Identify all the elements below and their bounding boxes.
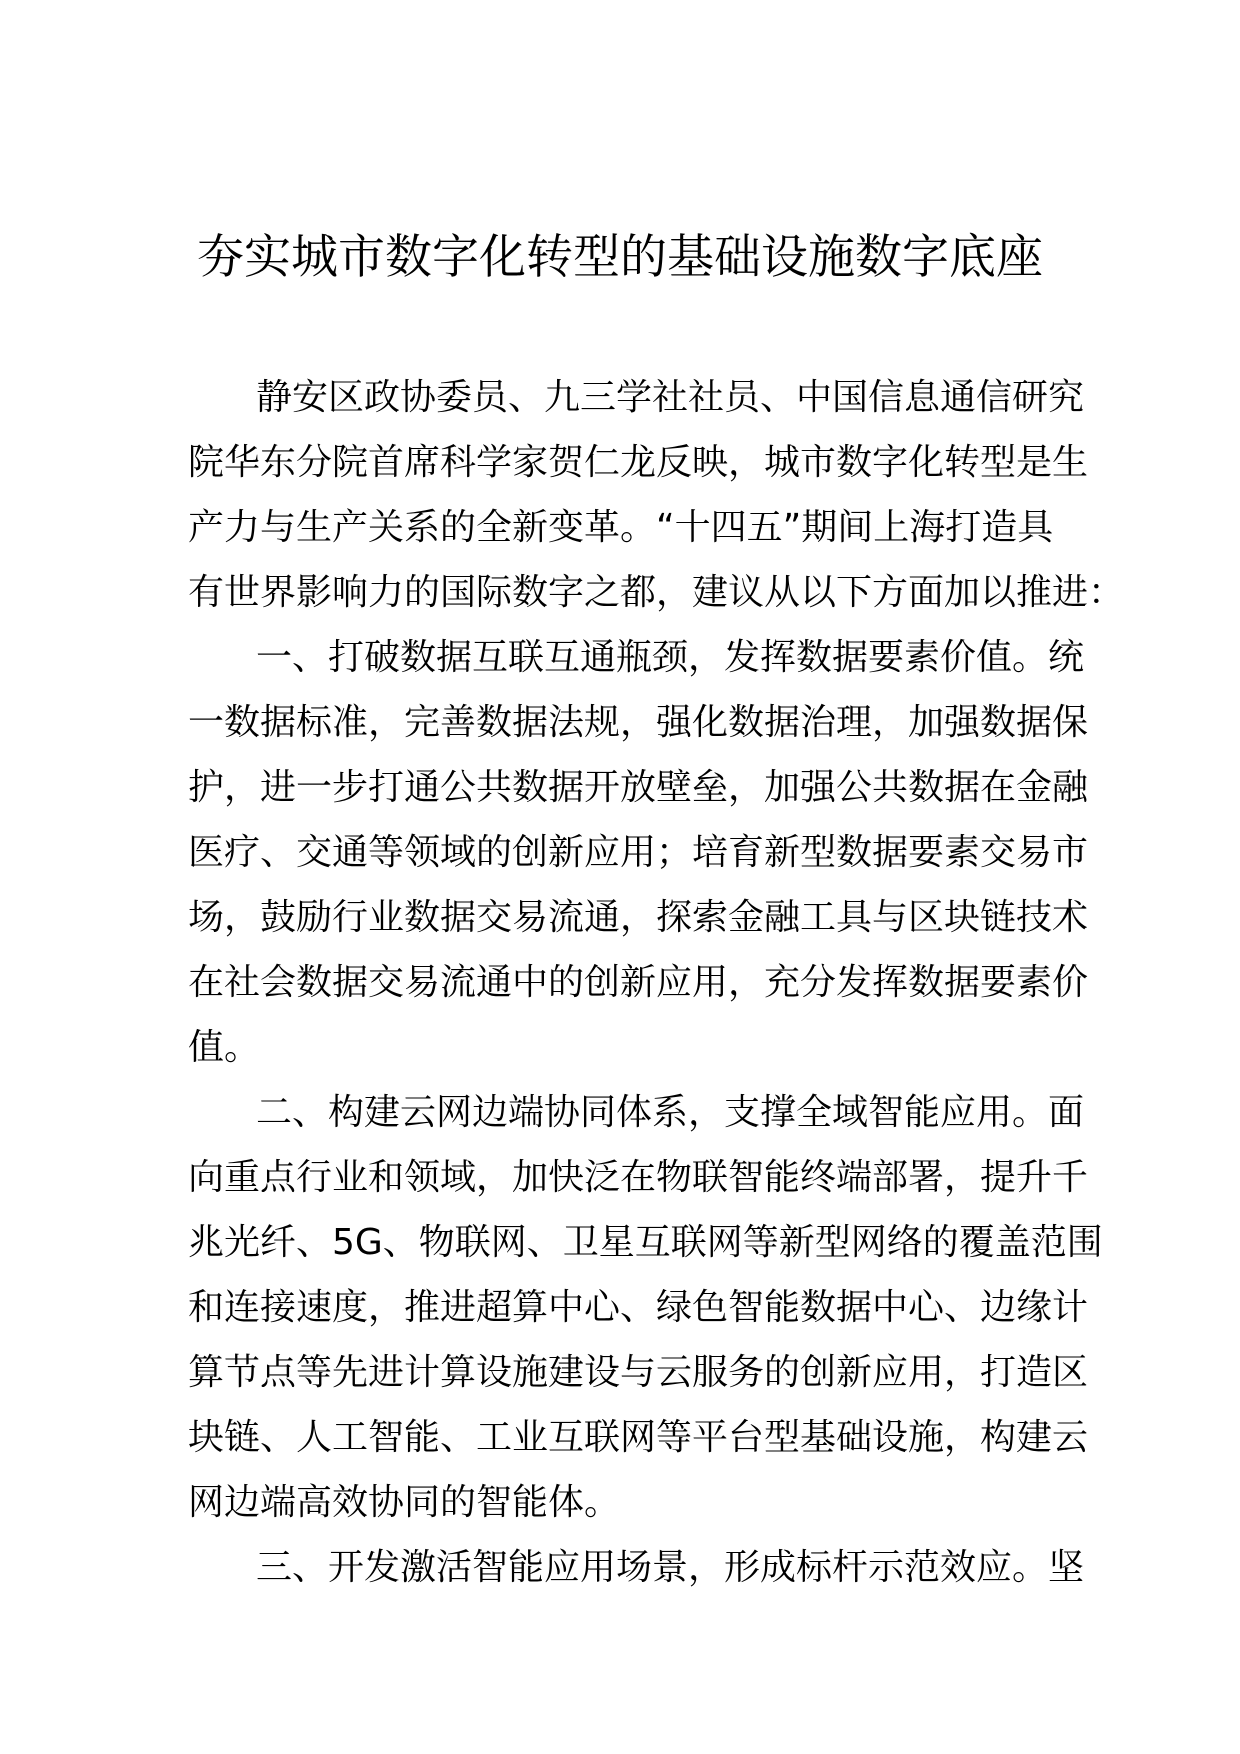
text-line: 值。 [188, 1027, 261, 1068]
text-line: 院华东分院首席科学家贺仁龙反映，城市数字化转型是生 [188, 442, 1089, 483]
paragraph-4 [188, 1535, 1085, 1600]
text-line: 二、构建云网边端协同体系，支撑全域智能应用。面 [256, 1092, 1085, 1133]
text-line: 护，进一步打通公共数据开放壁垒，加强公共数据在金融 [188, 767, 1089, 808]
text-line: 产力与生产关系的全新变革。“十四五”期间上海打造具 [188, 507, 1054, 548]
paragraph-2 [188, 625, 1089, 1080]
text-line: 算节点等先进计算设施建设与云服务的创新应用，打造区 [188, 1352, 1089, 1393]
document-body [188, 365, 1125, 1600]
text-line: 一数据标准，完善数据法规，强化数据治理，加强数据保 [188, 702, 1089, 743]
text-line: 医疗、交通等领域的创新应用；培育新型数据要素交易市 [188, 832, 1089, 873]
paragraph-1 [188, 365, 1125, 625]
paragraph-3 [188, 1080, 1103, 1535]
text-line: 一、打破数据互联互通瓶颈，发挥数据要素价值。统 [256, 637, 1085, 678]
text-line: 和连接速度，推进超算中心、绿色智能数据中心、边缘计 [188, 1287, 1089, 1328]
text-line: 三、开发激活智能应用场景，形成标杆示范效应。坚 [256, 1547, 1085, 1588]
text-line: 块链、人工智能、工业互联网等平台型基础设施，构建云 [188, 1417, 1089, 1458]
text-line: 场，鼓励行业数据交易流通，探索金融工具与区块链技术 [188, 897, 1089, 938]
text-line: 有世界影响力的国际数字之都，建议从以下方面加以推进： [188, 572, 1125, 613]
text-line: 在社会数据交易流通中的创新应用，充分发挥数据要素价 [188, 962, 1089, 1003]
text-line: 兆光纤、5G、物联网、卫星互联网等新型网络的覆盖范围 [188, 1222, 1103, 1263]
document-title: 夯实城市数字化转型的基础设施数字底座 [197, 230, 1043, 285]
text-line: 向重点行业和领域，加快泛在物联智能终端部署，提升千 [188, 1157, 1089, 1198]
text-line: 网边端高效协同的智能体。 [188, 1482, 621, 1523]
text-line: 静安区政协委员、九三学社社员、中国信息通信研究 [256, 377, 1085, 418]
